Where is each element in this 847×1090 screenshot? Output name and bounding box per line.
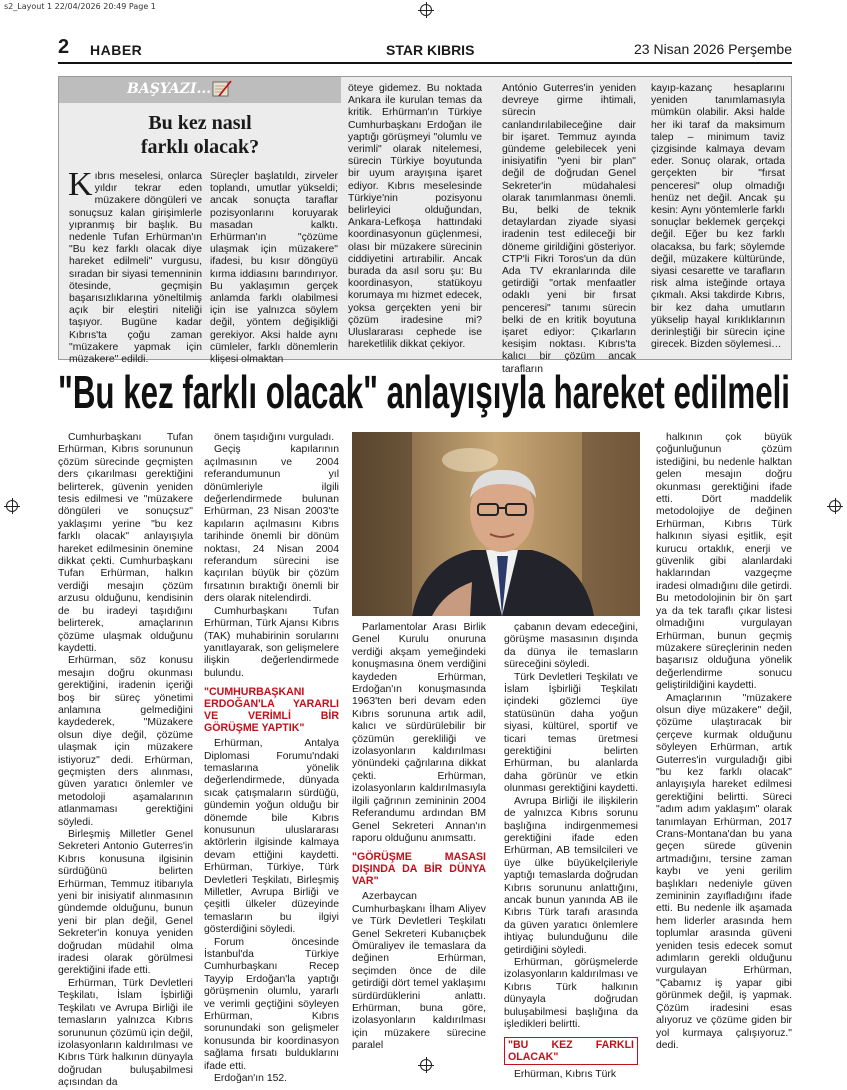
registration-mark-icon <box>829 500 841 512</box>
article-photo <box>352 432 640 616</box>
article-paragraph: Azerbaycan Cumhurbaşkanı İlham Aliyev ve Türk Devletleri Teşkilatı Genel Sekreteri Kubanıçbek Ömüraliyev ile temaslara da değinen Erhürman, seçimden önce de dile getirdiği dört temel yaklaşımı sürdürdüklerini anlattı. Erhürman, buna göre, izolasyonların kaldırılması için müzakere sürecine paralel <box>352 891 486 1052</box>
article-paragraph: Cumhurbaşkanı Tufan Erhürman, Kıbrıs sorununun çözüm sürecinde geçmişten ders çıkarılması gerektiğini belirterek, güvenin yeniden tesis edilmesi ve "müzakere döngüleri ve sonuçsuz" yaklaşımı yerine "bu kez farklı olacak" anlayışıyla hareket edilmesinin önemine dikkat çekti. Cumhurbaşkanı Tufan Erhürman, halkın verdiği mesajın çözüm arzusu olduğunu, kendisinin de bu iradeyi taşıdığını belirterek, amaçlarının çözüme ulaşmak olduğunu kaydetti. <box>58 432 193 654</box>
article-paragraph: Forum öncesinde İstanbul'da Türkiye Cumhurbaşkanı Recep Tayyip Erdoğan'la yaptığı görüşmenin olumlu, yararlı ve verimli geçtiğini söyleyen Erhürman, Kıbrıs sorunundaki son gelişmeler konusunda bir koordinasyon sağlama fırsatı bulduklarını ifade etti. <box>204 936 339 1072</box>
article-paragraph: Erhürman, söz konusu mesajın doğru okunması gerektiğini, iradenin içeriği boş bir süreç yönetimi anlamına gelmediğini kaydederek, "Müzakere olsun diye değil, çözüme ulaşmak için müzakere istiyoruz" dedi. Erhürman, geçmişten ders alınması, güven yaratıcı önlemler ve metodoloji aşamalarının atlanmaması gerektiğini söyledi. <box>58 655 193 828</box>
article-paragraph: Amaçlarının "müzakere olsun diye müzakere" değil, çözüme ulaştıracak bir çerçeve kurmak olduğunu söyleyen Erhürman, artık Guterres'in vurguladığı gibi "bu kez farklı olacak" anlayışıyla hareket edilmesi gerektiğini belirtti. Süreci "adım adım yaklaşım" olarak tanımlayan Erhürman, 2017 Crans-Montana'dan bu yana geçen sürede güvenin artmadığını, tersine zaman kaybı ve yeni gerilim başlıkları nedeniyle güven zemininin zayıfladığını ifade etti. Bu nedenle ilk aşamada hem liderler arasında hem toplumlar arasında güveni yeniden tesis edecek somut adımların gerekli olduğunu vurgulayan Erhürman, "Çabamız iş yapar gibi görünmek değil, iş yapmak. Çözüm iradesini esas alıyoruz ve çözüme giden bir yol kurmaya çalışıyoruz." dedi. <box>656 692 792 1051</box>
headline-text: "Bu kez farklı olacak" anlayışıyla hareket edilmeli <box>58 366 790 418</box>
article-paragraph: Erhürman, Türk Devletleri Teşkilatı, İslam İşbirliği Teşkilatı ve Avrupa Birliği ile temasların yalnızca Kıbrıs sorununun çözümü için değil, izolasyonların kaldırılması ve Kıbrıs Türk halkının dünyayla doğrudan buluşabilmesi açısından da <box>58 977 193 1089</box>
article-paragraph: önem taşıdığını vurguladı. <box>214 432 335 443</box>
article-paragraph: Türk Devletleri Teşkilatı ve İslam İşbirliği Teşkilatı içindeki gözlemci üye statüsünün daha yoğun siyasi, kültürel, sportif ve ticari temas üretmesi gerektiğini belirten Erhürman, bu alanlarda daha görünür ve etkin olunması gerektiğini kaydetti. <box>504 671 638 795</box>
editorial-tag <box>59 77 341 103</box>
editorial-title-line: farklı olacak? <box>140 136 260 158</box>
article-paragraph: Erhürman, Antalya Diplomasi Forumu'ndaki temaslarına yönelik değerlendirmede, dünyada sıcak çatışmaların sürdüğü, gündemin yoğun olduğu bir dönemde bile Kıbrıs konusunun uluslararası aktörlerin ilgisinde kalmaya devam ettiğini kaydetti. Erhürman, Türkiye, Türk Devletleri Teşkilatı, Birleşmiş Milletler, Avrupa Birliği ve çeşitli ülkeler düzeyinde temasların bu ilgiyi gösterdiğini söyledi. <box>204 738 339 936</box>
article-paragraph: Avrupa Birliği ile ilişkilerin de yalnızca Kıbrıs sorunu başlığına indirgenmemesi gerektiğini ifade eden Erhürman, AB temsilcileri ve üye ülke büyükelçileriyle yaptığı temaslarda doğrudan Kıbrıs sorununu anlattığını, ancak bunun yanında AB ile Kıbrıs Türk tarafı arasında da güven yaratıcı önlemlere ihtiyaç bulunduğunu dile getirdiğini söyledi. <box>504 795 638 956</box>
person-photo-illustration <box>352 432 640 616</box>
article-column <box>58 432 193 1089</box>
article-paragraph: Cumhurbaşkanı Tufan Erhürman, Türk Ajansı Kıbrıs (TAK) muhabirinin sorularını yanıtlayarak, son gelişmelere ilişkin değerlendirmede bulundu. <box>204 605 339 679</box>
section-name: HABER <box>90 42 143 58</box>
editorial-column: António Guterres'in yeniden devreye girme ihtimali, sürecin canlandırılabileceğine dair bir işaret. Temmuz ayında gündeme gelebilecek yeni inisiyatifin "yeni bir plan" değil de doğrudan Genel Sekreter'in müdahalesi olarak tanımlanması önemli. Bu, belki de teknik detaylardan ziyade siyasi iradenin test edileceği bir döneme girildiğini gösteriyor. CTP'li Fikri Toros'un da dün Ada TV ekranlarında dile getirdiği "ortak menfaatler odaklı yeni bir fırsat penceresi" tanımı sürecin belki de en kritik boyutuna işaret ediyor: Çıkarların kesişim noktası. Kıbrıs'ta kalıcı bir çözüm ancak tarafların <box>502 83 636 375</box>
issue-date: 23 Nisan 2026 Perşembe <box>634 41 792 57</box>
drop-cap: K <box>68 166 93 203</box>
editorial-title-line: Bu kez nasıl <box>148 112 252 134</box>
article-column <box>204 432 339 1085</box>
article-column <box>656 432 792 1062</box>
registration-mark-icon <box>420 4 432 16</box>
article-column <box>352 622 486 1062</box>
pen-icon <box>211 79 233 99</box>
article-paragraph: Parlamentolar Arası Birlik Genel Kurulu onuruna verdiği akşam yemeğindeki konuşmasına önem verdiğini kaydeden Erhürman, Erdoğan'ın konuşmasında 1963'ten beri devam eden Kıbrıs sorununa artık adil, kalıcı ve sürdürülebilir bir çözümün gerekliliği ve izolasyonların kaldırılması yönündeki çağrılarına dikkat çekti. Erhürman, izolasyonların kaldırılmasıyla ilgili çağrının zemininin 2004 Referandumu ardından BM Genel Sekreteri Annan'ın raporu olduğunu anımsattı. <box>352 622 486 844</box>
editorial-tag-label: BAŞYAZI... <box>127 81 212 97</box>
article-paragraph: Birleşmiş Milletler Genel Sekreteri Antonio Guterres'in Kıbrıs konusuna ilgisinin sürdüğünü belirten Erhürman, Temmuz itibarıyla yeni bir inisiyatif alınmasının gündemde olduğunu, bunun yeni bir plan değil, Genel Sekreter'in konuya yeniden doğrudan müdahil olma iradesi olarak görülmesi gerektiğini ifade etti. <box>58 829 193 977</box>
editorial-box <box>58 76 792 375</box>
article-paragraph: çabanın devam edeceğini, görüşme masasının dışında da dünya ile temasların süreceğini söyledi. <box>504 622 638 671</box>
article-paragraph: halkının çok büyük çoğunluğunun çözüm istediğini, bu nedenle halktan gelen mesajın doğru okunması gerektiğini ifade etti. Dört maddelik metodolojiye de değinen Erhürman, Kıbrıs Türk halkının siyasi eşitlik, eşit kurucu ortaklık, enerji ve güvenlik gibi alanlardaki haklarından vazgeçme iradesi olmadığını dile getirdi. Bu metodolojinin bir ön şart ya da tek taraflı çıkar listesi olmadığını vurgulayan Erhürman, bunun geçmiş müzakere süreçlerinin neden başarısız olduğuna yönelik değerlendirme sonucu geliştirildiğini kaydetti. <box>656 432 792 692</box>
print-slug: s2_Layout 1 22/04/2026 20:49 Page 1 <box>4 2 156 11</box>
registration-mark-icon <box>6 500 18 512</box>
editorial-column: kayıp-kazanç hesaplarını yeniden tanımlamasıyla mümkün olabilir. Aksi halde her iki taraf da maksimum talep – minimum taviz çizgisinde kalmaya devam eder. Sonuç olarak, ortada gerçekten bir "fırsat penceresi" olup olmadığı henüz net değil. Ancak şu kesin: Aynı yöntemlerle farklı sonuçlar beklemek gerçekçi değil. Eğer bu kez farklı olacaksa, bu fark; söylemde değil, müzakere kültüründe, siyasi cesarette ve tarafların risk alma isteğinde ortaya çıkmalı. Aksi takdirde Kıbrıs, bir kez daha umutların yükselip hayal kırıklıklarının derinleştiği bir sürecin içine girecek. Bizden söylemesi… <box>651 83 785 351</box>
header-rule <box>58 62 792 64</box>
article-paragraph: Erhürman, Kıbrıs Türk <box>514 1069 617 1081</box>
article-paragraph: Erdoğan'ın 152. <box>214 1073 288 1085</box>
page-number: 2 <box>58 36 70 58</box>
article-subheading: "CUMHURBAŞKANI ERDOĞAN'LA YARARLI VE VERİMLİ BİR GÖRÜŞME YAPTIK" <box>204 686 339 735</box>
article-paragraph: Erhürman, görüşmelerde izolasyonların kaldırılması ve Kıbrıs Türk halkının dünyayla doğrudan buluşabilmesi başlığına da işledikleri belirtti. <box>504 956 638 1030</box>
editorial-text: ıbrıs meselesi, onlarca yıldır tekrar eden müzakere döngüleri ve sonuçsuz kalan girişimlerle yıpranmış bir başlık. Bu nedenle Tufan Erhürman'ın "Bu kez farklı olacak diye hareket edilmeli" vurgusu, sıradan bir siyasi temenninin ötesinde, geçmişin başarısızlıklarına yöneltilmiş açık bir eleştiri niteliği taşıyor. Bugüne kadar Kıbrıs'ta çoğu zaman "müzakere yapmak için müzakere" edildi. <box>69 171 202 366</box>
editorial-column <box>68 166 202 366</box>
article-subheading: "GÖRÜŞME MASASI DIŞINDA DA BİR DÜNYA VAR" <box>352 851 486 888</box>
newspaper-name: STAR KIBRIS <box>386 42 475 58</box>
article-column <box>504 622 638 1081</box>
editorial-column: öteye gidemez. Bu noktada Ankara ile kurulan temas da kritik. Erhürman'ın Türkiye Cumhurbaşkanı Erdoğan ile yaptığı görüşmeyi "olumlu ve verimli" olarak nitelemesi, sürecin Türkiye boyutunda bir uyum arayışına işaret ediyor. Kıbrıs meselesinde Türkiye'nin pozisyonu belirleyici olduğundan, Ankara-Lefkoşa hattındaki koordinasyonun güçlenmesi, olası bir müzakere sürecinin ciddiyetini artırabilir. Ancak burada da asıl soru şu: Bu koordinasyon, statükoyu korumaya mı hizmet edecek, yoksa gerçekten yeni bir çözüm iradesine mi? Uluslararası cephede ise hareketlilik dikkat çekiyor. <box>348 83 482 351</box>
subheading-box: "BU KEZ FARKLI OLACAK" <box>504 1037 638 1065</box>
editorial-title <box>59 111 341 159</box>
article-headline <box>58 362 792 420</box>
page-header <box>58 36 792 60</box>
article-paragraph: Geçiş kapılarının açılmasının ve 2004 referandumunun yıl dönümleriyle ilgili değerlendirmede bulunan Erhürman, 23 Nisan 2003'te kapıların açılmasını Kıbrıs tarihinde önemli bir dönüm noktası, 24 Nisan 2004 referandum sürecini ise kaçırılan büyük bir çözüm fırsatının bıraktığı önemli bir ders olarak nitelendirdi. <box>204 444 339 605</box>
editorial-column: Süreçler başlatıldı, zirveler toplandı, umutlar yükseldi; ancak sonuçta taraflar pozisyonlarını koruyarak masadan kalktı. Erhürman'ın "çözüme ulaşmak için müzakere" ifadesi, bu kısır döngüyü kırma iddiasını barındırıyor. Bu yaklaşımın gerçek anlamda farklı olabilmesi için ise yalnızca söylem değil, yöntem değişikliği gerekiyor. Aksi halde aynı cümleler, farklı dönemlerin klişesi olmaktan <box>210 171 338 366</box>
article-subheading <box>504 1037 638 1065</box>
